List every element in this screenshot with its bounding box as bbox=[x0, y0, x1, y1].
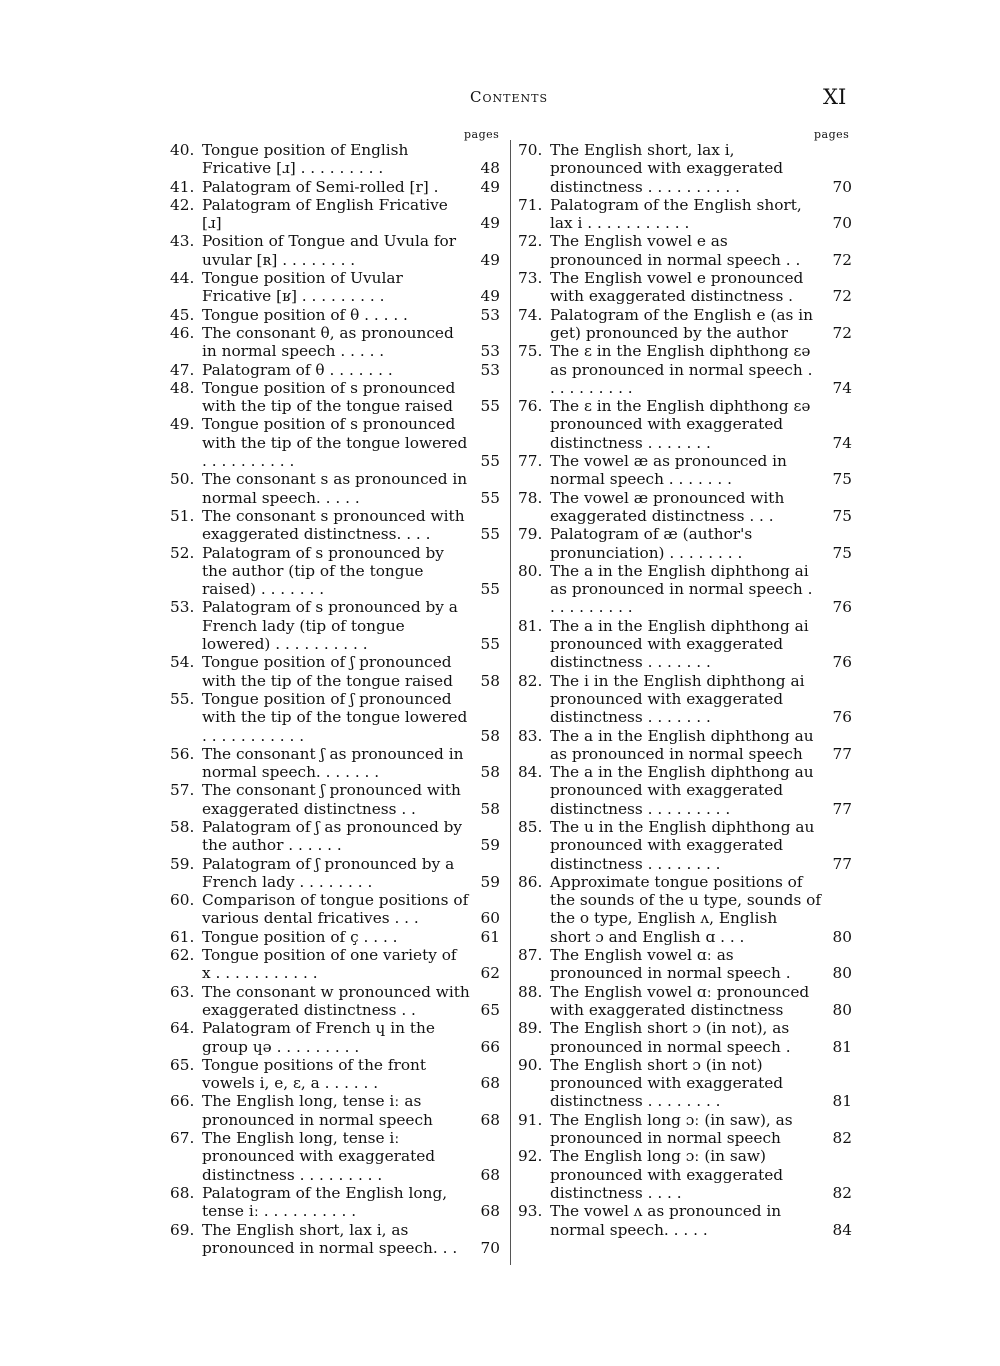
toc-entry bbox=[170, 1056, 500, 1093]
entry-page: 81 bbox=[832, 1092, 852, 1111]
entry-page: 76 bbox=[832, 598, 852, 617]
entry-number: 40. bbox=[170, 141, 195, 159]
entry-number: 65. bbox=[170, 1055, 195, 1074]
entry-number: 74. bbox=[518, 305, 543, 324]
entry-title: The a in the English diphthong ai pronounced with exaggerated distinctness . . . . . . . bbox=[550, 616, 809, 672]
toc-entry bbox=[170, 690, 500, 745]
right-entry-list bbox=[518, 141, 852, 1239]
entry-number: 47. bbox=[170, 360, 195, 379]
entry-number: 59. bbox=[170, 854, 195, 873]
entry-title: Tongue position of θ . . . . . bbox=[202, 305, 408, 324]
entry-page: 75 bbox=[832, 470, 852, 489]
toc-entry bbox=[518, 1056, 852, 1111]
toc-entry bbox=[518, 1019, 852, 1056]
entry-title: The English vowel e as pronounced in normal speech . . bbox=[550, 232, 801, 269]
entry-number: 52. bbox=[170, 543, 195, 562]
entry-title: The a in the English diphthong au as pronounced in normal speech bbox=[550, 726, 814, 763]
entry-number: 76. bbox=[518, 397, 543, 416]
entry-page: 72 bbox=[832, 287, 852, 306]
entry-page: 68 bbox=[480, 1165, 500, 1184]
entry-title: Tongue position of English Fricative [ɹ] . . . . . . . . . bbox=[202, 141, 409, 178]
toc-entry bbox=[170, 598, 500, 653]
toc-entry bbox=[170, 653, 500, 690]
entry-number: 58. bbox=[170, 817, 195, 836]
entry-number: 79. bbox=[518, 525, 543, 544]
entry-number: 66. bbox=[170, 1092, 195, 1111]
entry-title: Palatogram of English Fricative [ɹ] bbox=[202, 195, 448, 233]
toc-entry bbox=[170, 1221, 500, 1258]
entry-page: 84 bbox=[832, 1220, 852, 1239]
entry-title: Approximate tongue positions of the sounds of the u type, sounds of the o type, English ʌ, English short ɔ and English ɑ . . . bbox=[550, 872, 822, 946]
entry-number: 89. bbox=[518, 1019, 543, 1038]
entry-title: The English long ɔː (in saw) pronounced with exaggerated distinctness . . . . bbox=[550, 1147, 784, 1202]
entry-page: 53 bbox=[480, 305, 500, 324]
toc-entry bbox=[518, 452, 852, 489]
toc-entry bbox=[170, 361, 500, 379]
entry-title: The consonant w pronounced with exaggerated distinctness . . bbox=[202, 982, 470, 1019]
entry-title: Palatogram of æ (author's pronunciation) . . . . . . . . bbox=[550, 525, 753, 562]
entry-number: 83. bbox=[518, 726, 543, 745]
toc-entry bbox=[170, 983, 500, 1020]
entry-title: Palatogram of French ɥ in the group ɥə . . . . . . . . . bbox=[202, 1019, 435, 1056]
toc-entry bbox=[170, 946, 500, 983]
entry-title: Tongue position of s pronounced with the tip of the tongue raised bbox=[202, 378, 456, 416]
entry-title: Palatogram of the English e (as in get) pronounced by the author bbox=[550, 305, 813, 342]
entry-number: 73. bbox=[518, 269, 543, 288]
entry-number: 86. bbox=[518, 872, 543, 891]
toc-entry bbox=[170, 232, 500, 269]
toc-entry bbox=[518, 306, 852, 343]
entry-page: 49 bbox=[480, 214, 500, 233]
pages-label: pages bbox=[814, 128, 850, 141]
entry-number: 43. bbox=[170, 232, 195, 251]
entry-title: The u in the English diphthong au pronounced with exaggerated distinctness . . . . . . . . bbox=[550, 817, 815, 873]
entry-page: 70 bbox=[832, 177, 852, 196]
toc-entry bbox=[518, 763, 852, 818]
toc-entry bbox=[170, 745, 500, 782]
entry-page: 55 bbox=[480, 397, 500, 416]
entry-number: 92. bbox=[518, 1147, 543, 1166]
entry-title: The English vowel ɑː as pronounced in normal speech . bbox=[550, 946, 791, 983]
entry-title: The English short, lax i, as pronounced in normal speech. . . bbox=[202, 1220, 458, 1257]
entry-number: 56. bbox=[170, 744, 195, 763]
entry-title: The English vowel e pronounced with exaggerated distinctness . bbox=[550, 269, 804, 306]
entry-page: 80 bbox=[832, 964, 852, 983]
entry-page: 59 bbox=[480, 836, 500, 855]
toc-entry bbox=[518, 141, 852, 196]
entry-page: 81 bbox=[832, 1037, 852, 1056]
entry-page: 66 bbox=[480, 1037, 500, 1056]
entry-number: 78. bbox=[518, 488, 543, 507]
entry-number: 70. bbox=[518, 141, 543, 159]
toc-entry bbox=[170, 1129, 500, 1184]
entry-number: 41. bbox=[170, 177, 195, 196]
toc-entry bbox=[518, 525, 852, 562]
entry-title: The vowel æ pronounced with exaggerated distinctness . . . bbox=[550, 488, 785, 525]
toc-entry bbox=[170, 178, 500, 196]
entry-number: 84. bbox=[518, 763, 543, 782]
entry-number: 42. bbox=[170, 195, 195, 214]
toc-entry bbox=[518, 397, 852, 452]
entry-number: 85. bbox=[518, 817, 543, 836]
entry-title: The vowel æ as pronounced in normal speech . . . . . . . bbox=[550, 452, 787, 489]
toc-entry bbox=[170, 141, 500, 178]
entry-title: The i in the English diphthong ai pronounced with exaggerated distinctness . . . . . . . bbox=[550, 671, 805, 727]
entry-number: 50. bbox=[170, 470, 195, 489]
toc-entry bbox=[170, 1092, 500, 1129]
page-number: XI bbox=[823, 85, 847, 109]
entry-number: 45. bbox=[170, 305, 195, 324]
entry-title: Tongue position of ʃ pronounced with the tip of the tongue raised bbox=[202, 653, 453, 690]
entry-title: The English vowel ɑː pronounced with exaggerated distinctness bbox=[550, 982, 810, 1019]
entry-page: 68 bbox=[480, 1110, 500, 1129]
entry-page: 77 bbox=[832, 854, 852, 873]
toc-entry bbox=[518, 196, 852, 233]
entry-title: The consonant s as pronounced in normal speech. . . . . bbox=[202, 470, 468, 507]
toc-entry bbox=[518, 1202, 852, 1239]
entry-title: Tongue position of ʃ pronounced with the tip of the tongue lowered . . . . . . . . . . . bbox=[202, 689, 468, 745]
toc-entry bbox=[170, 415, 500, 470]
entry-title: The consonant ʃ as pronounced in normal speech. . . . . . . bbox=[202, 744, 464, 782]
entry-page: 49 bbox=[480, 287, 500, 306]
entry-number: 46. bbox=[170, 323, 195, 342]
entry-page: 76 bbox=[832, 653, 852, 672]
entry-title: Palatogram of s pronounced by a French lady (tip of tongue lowered) . . . . . . . . . . bbox=[202, 598, 458, 654]
entry-number: 63. bbox=[170, 982, 195, 1001]
toc-entry bbox=[170, 470, 500, 507]
toc-entry bbox=[518, 562, 852, 617]
entry-number: 44. bbox=[170, 269, 195, 288]
entry-page: 82 bbox=[832, 1183, 852, 1202]
toc-entry bbox=[518, 983, 852, 1020]
toc-entry bbox=[170, 269, 500, 306]
toc-entry bbox=[518, 489, 852, 526]
entry-number: 54. bbox=[170, 653, 195, 672]
entry-page: 68 bbox=[480, 1202, 500, 1221]
entry-number: 62. bbox=[170, 946, 195, 965]
entry-number: 49. bbox=[170, 415, 195, 434]
toc-entry bbox=[170, 544, 500, 599]
entry-title: Tongue positions of the front vowels i, e, ɛ, a . . . . . . bbox=[202, 1055, 427, 1093]
toc-entry bbox=[170, 891, 500, 928]
entry-page: 82 bbox=[832, 1129, 852, 1148]
toc-entry bbox=[170, 1019, 500, 1056]
page-header bbox=[0, 85, 1000, 112]
toc-entry bbox=[170, 324, 500, 361]
entry-page: 58 bbox=[480, 671, 500, 690]
entry-page: 74 bbox=[832, 433, 852, 452]
running-title: Contents bbox=[470, 88, 548, 106]
entry-number: 72. bbox=[518, 232, 543, 251]
entry-title: The English long ɔː (in saw), as pronounced in normal speech bbox=[550, 1110, 793, 1148]
entry-page: 59 bbox=[480, 872, 500, 891]
entry-title: The English long, tense iː pronounced with exaggerated distinctness . . . . . . . . . bbox=[202, 1129, 436, 1184]
toc-entry bbox=[170, 855, 500, 892]
entry-title: The consonant s pronounced with exaggerated distinctness. . . . bbox=[202, 506, 465, 544]
entry-title: The consonant ʃ pronounced with exaggerated distinctness . . bbox=[202, 781, 461, 818]
entry-page: 70 bbox=[480, 1238, 500, 1257]
toc-entry bbox=[518, 342, 852, 397]
entry-page: 55 bbox=[480, 452, 500, 471]
entry-title: Palatogram of ʃ as pronounced by the author . . . . . . bbox=[202, 817, 463, 855]
entry-title: Palatogram of ʃ pronounced by a French lady . . . . . . . . bbox=[202, 854, 455, 891]
entry-page: 61 bbox=[480, 927, 500, 946]
entry-title: Palatogram of Semi-rolled [r] . bbox=[202, 177, 439, 196]
entry-page: 80 bbox=[832, 1000, 852, 1019]
entry-number: 60. bbox=[170, 891, 195, 910]
entry-page: 48 bbox=[480, 159, 500, 178]
left-entry-list bbox=[170, 141, 500, 1257]
entry-page: 53 bbox=[480, 360, 500, 379]
entry-number: 51. bbox=[170, 506, 195, 525]
toc-entry bbox=[170, 196, 500, 233]
pages-label: pages bbox=[464, 128, 500, 141]
entry-page: 55 bbox=[480, 488, 500, 507]
entry-title: The English short ɔ (in not) pronounced with exaggerated distinctness . . . . . . . . bbox=[550, 1055, 784, 1111]
entry-title: The vowel ʌ as pronounced in normal speech. . . . . bbox=[550, 1202, 782, 1239]
entry-title: Palatogram of s pronounced by the author (tip of the tongue raised) . . . . . . . bbox=[202, 543, 444, 599]
entry-title: The a in the English diphthong ai as pronounced in normal speech . . . . . . . . . . bbox=[550, 561, 813, 617]
entry-title: Tongue position of Uvular Fricative [ʁ] . . . . . . . . . bbox=[202, 269, 403, 306]
entry-number: 90. bbox=[518, 1055, 543, 1074]
entry-number: 91. bbox=[518, 1110, 543, 1129]
toc-entry bbox=[170, 507, 500, 544]
toc-entry bbox=[518, 672, 852, 727]
entry-page: 72 bbox=[832, 250, 852, 269]
toc-entry bbox=[518, 946, 852, 983]
entry-title: Palatogram of θ . . . . . . . bbox=[202, 360, 393, 379]
entry-page: 74 bbox=[832, 378, 852, 397]
entry-number: 55. bbox=[170, 689, 195, 708]
column-divider bbox=[510, 140, 511, 1265]
entry-title: The English short, lax i, pronounced with exaggerated distinctness . . . . . . . . . . bbox=[550, 141, 784, 196]
entry-page: 77 bbox=[832, 799, 852, 818]
entry-page: 62 bbox=[480, 964, 500, 983]
toc-entry bbox=[518, 1111, 852, 1148]
entry-number: 93. bbox=[518, 1202, 543, 1221]
entry-title: Tongue position of ç . . . . bbox=[202, 927, 398, 946]
entry-title: The ɛ in the English diphthong ɛə pronounced with exaggerated distinctness . . . . . . . bbox=[550, 397, 811, 452]
entry-title: The consonant θ, as pronounced in normal speech . . . . . bbox=[202, 323, 454, 361]
toc-entry bbox=[518, 269, 852, 306]
entry-number: 81. bbox=[518, 616, 543, 635]
toc-entry bbox=[518, 232, 852, 269]
entry-number: 61. bbox=[170, 927, 195, 946]
entry-page: 75 bbox=[832, 506, 852, 525]
toc-entry bbox=[170, 379, 500, 416]
toc-entry bbox=[518, 727, 852, 764]
entry-number: 64. bbox=[170, 1019, 195, 1038]
entry-title: The English short ɔ (in not), as pronounced in normal speech . bbox=[550, 1019, 791, 1056]
entry-number: 57. bbox=[170, 781, 195, 800]
entry-page: 60 bbox=[480, 909, 500, 928]
toc-entry bbox=[170, 1184, 500, 1221]
entry-page: 58 bbox=[480, 763, 500, 782]
entry-number: 69. bbox=[170, 1220, 195, 1239]
entry-page: 80 bbox=[832, 927, 852, 946]
entry-page: 72 bbox=[832, 323, 852, 342]
toc-entry bbox=[170, 818, 500, 855]
toc-entry bbox=[170, 306, 500, 324]
entry-page: 77 bbox=[832, 744, 852, 763]
entry-page: 76 bbox=[832, 708, 852, 727]
entry-page: 58 bbox=[480, 726, 500, 745]
entry-page: 55 bbox=[480, 580, 500, 599]
entry-page: 49 bbox=[480, 177, 500, 196]
entry-number: 48. bbox=[170, 378, 195, 397]
entry-number: 88. bbox=[518, 982, 543, 1001]
entry-title: Comparison of tongue positions of various dental fricatives . . . bbox=[202, 891, 469, 928]
entry-title: The English long, tense iː as pronounced in normal speech bbox=[202, 1092, 433, 1129]
entry-page: 58 bbox=[480, 799, 500, 818]
entry-title: Tongue position of one variety of x . . . . . . . . . . . bbox=[202, 946, 457, 983]
entry-title: Palatogram of the English short, lax i . . . . . . . . . . . bbox=[550, 195, 802, 233]
toc-entry bbox=[518, 1147, 852, 1202]
toc-entry bbox=[170, 781, 500, 818]
toc-entry bbox=[518, 818, 852, 873]
entry-number: 71. bbox=[518, 195, 543, 214]
entry-title: Tongue position of s pronounced with the tip of the tongue lowered . . . . . . . . . . bbox=[202, 415, 468, 471]
entry-number: 53. bbox=[170, 598, 195, 617]
entry-title: Palatogram of the English long, tense iː . . . . . . . . . . bbox=[202, 1183, 448, 1221]
entry-number: 67. bbox=[170, 1129, 195, 1148]
entry-page: 75 bbox=[832, 543, 852, 562]
entry-title: The a in the English diphthong au pronounced with exaggerated distinctness . . . . . . . . . bbox=[550, 763, 814, 818]
entry-number: 68. bbox=[170, 1183, 195, 1202]
entry-number: 87. bbox=[518, 946, 543, 965]
entry-number: 82. bbox=[518, 671, 543, 690]
entry-page: 65 bbox=[480, 1000, 500, 1019]
entry-page: 49 bbox=[480, 250, 500, 269]
entry-title: The ɛ in the English diphthong ɛə as pronounced in normal speech . . . . . . . . . . bbox=[550, 342, 813, 397]
entry-page: 53 bbox=[480, 342, 500, 361]
entry-page: 55 bbox=[480, 635, 500, 654]
entry-title: Position of Tongue and Uvula for uvular [ʀ] . . . . . . . . bbox=[202, 232, 457, 269]
entry-number: 80. bbox=[518, 561, 543, 580]
entry-page: 68 bbox=[480, 1074, 500, 1093]
toc-entry bbox=[518, 873, 852, 946]
entry-page: 70 bbox=[832, 214, 852, 233]
entry-page: 55 bbox=[480, 525, 500, 544]
toc-entry bbox=[518, 617, 852, 672]
entry-number: 75. bbox=[518, 342, 543, 361]
toc-entry bbox=[170, 928, 500, 946]
entry-number: 77. bbox=[518, 452, 543, 471]
